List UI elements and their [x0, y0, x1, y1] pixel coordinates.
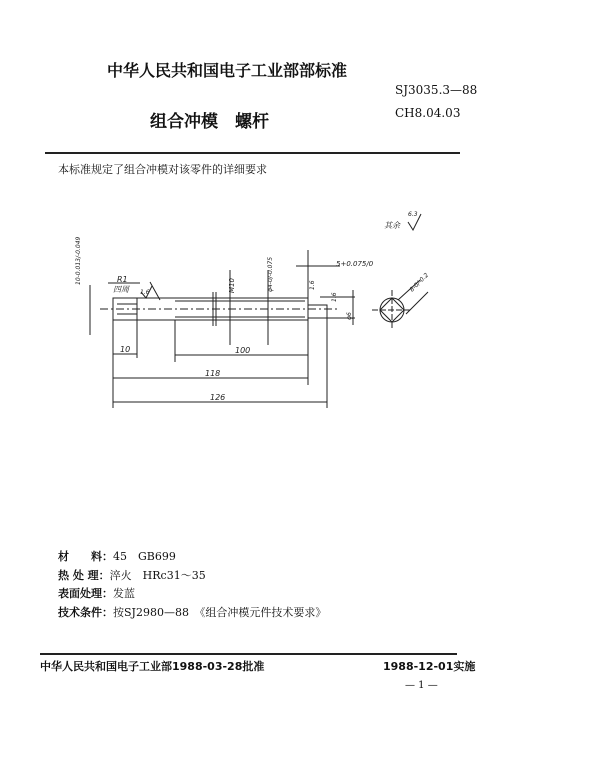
svg-text:100: 100	[235, 346, 251, 355]
document-title: 组合冲模 螺杆	[150, 112, 269, 132]
footer-rule	[40, 653, 457, 655]
svg-text:1.6: 1.6	[140, 289, 150, 296]
spec-heat: 热 处 理：淬火 HRc31～35	[58, 568, 206, 582]
standard-number: SJ3035.3—88	[395, 83, 478, 97]
svg-text:φ4-0/-0.075: φ4-0/-0.075	[267, 256, 274, 292]
svg-text:φ6: φ6	[346, 312, 353, 320]
svg-text:6.3: 6.3	[408, 211, 418, 218]
spec-conditions: 技术条件：按SJ2980—88 《组合冲模元件技术要求》	[58, 605, 327, 619]
svg-text:M10: M10	[228, 278, 236, 293]
svg-text:1.6: 1.6	[331, 292, 338, 302]
surface-note: 其余	[384, 221, 400, 230]
document-code: CH8.04.03	[395, 106, 461, 120]
svg-text:10-0.013/-0.049: 10-0.013/-0.049	[75, 236, 82, 285]
svg-text:1.6: 1.6	[309, 280, 316, 290]
spec-material: 材 料：45 GB699	[58, 550, 176, 563]
svg-text:126: 126	[210, 393, 226, 402]
page-number: — 1 —	[405, 680, 438, 691]
svg-text:四周: 四周	[113, 285, 129, 294]
issuer: 中华人民共和国电子工业部部标准	[107, 61, 348, 80]
svg-text:8-0/-0.2: 8-0/-0.2	[408, 271, 431, 294]
spec-list	[58, 548, 326, 622]
effective-date: 1988-12-01实施	[383, 660, 476, 673]
svg-text:5+0.075/0: 5+0.075/0	[336, 260, 374, 268]
svg-text:118: 118	[205, 369, 221, 378]
intro-text: 本标准规定了组合冲模对该零件的详细要求	[58, 163, 267, 176]
svg-text:R1: R1	[117, 275, 128, 284]
approval: 中华人民共和国电子工业部1988-03-28批准	[40, 660, 265, 673]
spec-surface: 表面处理：发蓝	[58, 587, 135, 600]
svg-text:10: 10	[120, 345, 131, 354]
pin	[308, 305, 327, 318]
